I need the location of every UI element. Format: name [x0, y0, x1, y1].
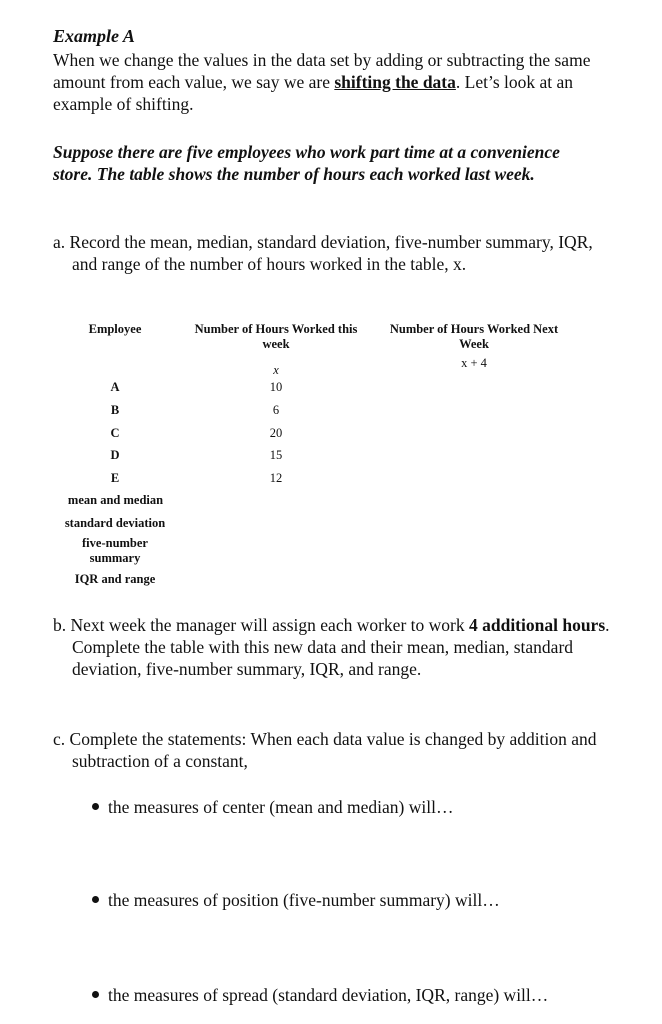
- question-b-text: [53, 614, 613, 680]
- intro-paragraph: [53, 49, 613, 115]
- hours-d: 15: [269, 448, 283, 462]
- bullet-position-text: the measures of position (five-number summary) will…: [108, 890, 500, 910]
- bullet-center-text: the measures of center (mean and median) will…: [108, 797, 454, 817]
- question-a: [53, 231, 613, 275]
- question-c: [53, 728, 613, 772]
- question-b-before: b. Next week the manager will assign each worker to work: [53, 615, 469, 635]
- question-b-number: 4: [468, 615, 478, 635]
- bullet-spread: [92, 984, 548, 1006]
- hours-b: 6: [272, 403, 280, 417]
- bullet-position: [92, 889, 500, 911]
- header-employee: Employee: [88, 322, 142, 336]
- label-mean-median: mean and median: [67, 493, 164, 507]
- question-a-text: a. Record the mean, median, standard deviation, five-number summary, IQR, and range of the number of hours worked in the table, x.: [53, 232, 593, 274]
- row-label-c: C: [110, 426, 120, 440]
- question-b: [53, 614, 613, 680]
- example-title: Example A: [53, 26, 135, 46]
- bullet-dot-icon: [92, 803, 99, 810]
- hours-a: 10: [269, 380, 283, 394]
- header-this-week: Number of Hours Worked this week: [194, 322, 358, 351]
- intro-emphasis: shifting the data: [334, 72, 456, 92]
- hours-c: 20: [269, 426, 283, 440]
- row-label-e: E: [110, 471, 120, 485]
- intro-text-after: . Let’s look at an example of shifting.: [53, 72, 574, 114]
- row-label-a: A: [110, 380, 120, 394]
- question-c-text: c. Complete the statements: When each data value is changed by addition and subtraction of a constant,: [53, 729, 597, 771]
- label-five-number-summary: five-number summary: [82, 536, 148, 565]
- question-b-bold: additional hours: [482, 615, 606, 635]
- subheader-x-plus-4: x + 4: [461, 356, 487, 370]
- bullet-dot-icon: [92, 991, 99, 998]
- bullet-spread-text: the measures of spread (standard deviation, IQR, range) will…: [108, 985, 549, 1005]
- scenario-text: Suppose there are five employees who work part time at a convenience store. The table shows the number of hours each worked last week.: [53, 142, 560, 184]
- bullet-dot-icon: [92, 896, 99, 903]
- hours-e: 12: [269, 471, 283, 485]
- header-next-week: Number of Hours Worked Next Week: [389, 322, 559, 351]
- question-b-after: . Complete the table with this new data and their mean, median, standard deviation, five-number summary, IQR, and range.: [72, 615, 610, 679]
- intro-text-before: When we change the values in the data set by adding or subtracting the same amount from each value, we say we are: [53, 50, 591, 92]
- subheader-x: x: [273, 363, 279, 377]
- label-iqr-range: IQR and range: [74, 572, 156, 586]
- row-label-b: B: [110, 403, 120, 417]
- bullet-center: [92, 796, 454, 818]
- label-standard-deviation: standard deviation: [64, 516, 166, 530]
- row-label-d: D: [110, 448, 120, 462]
